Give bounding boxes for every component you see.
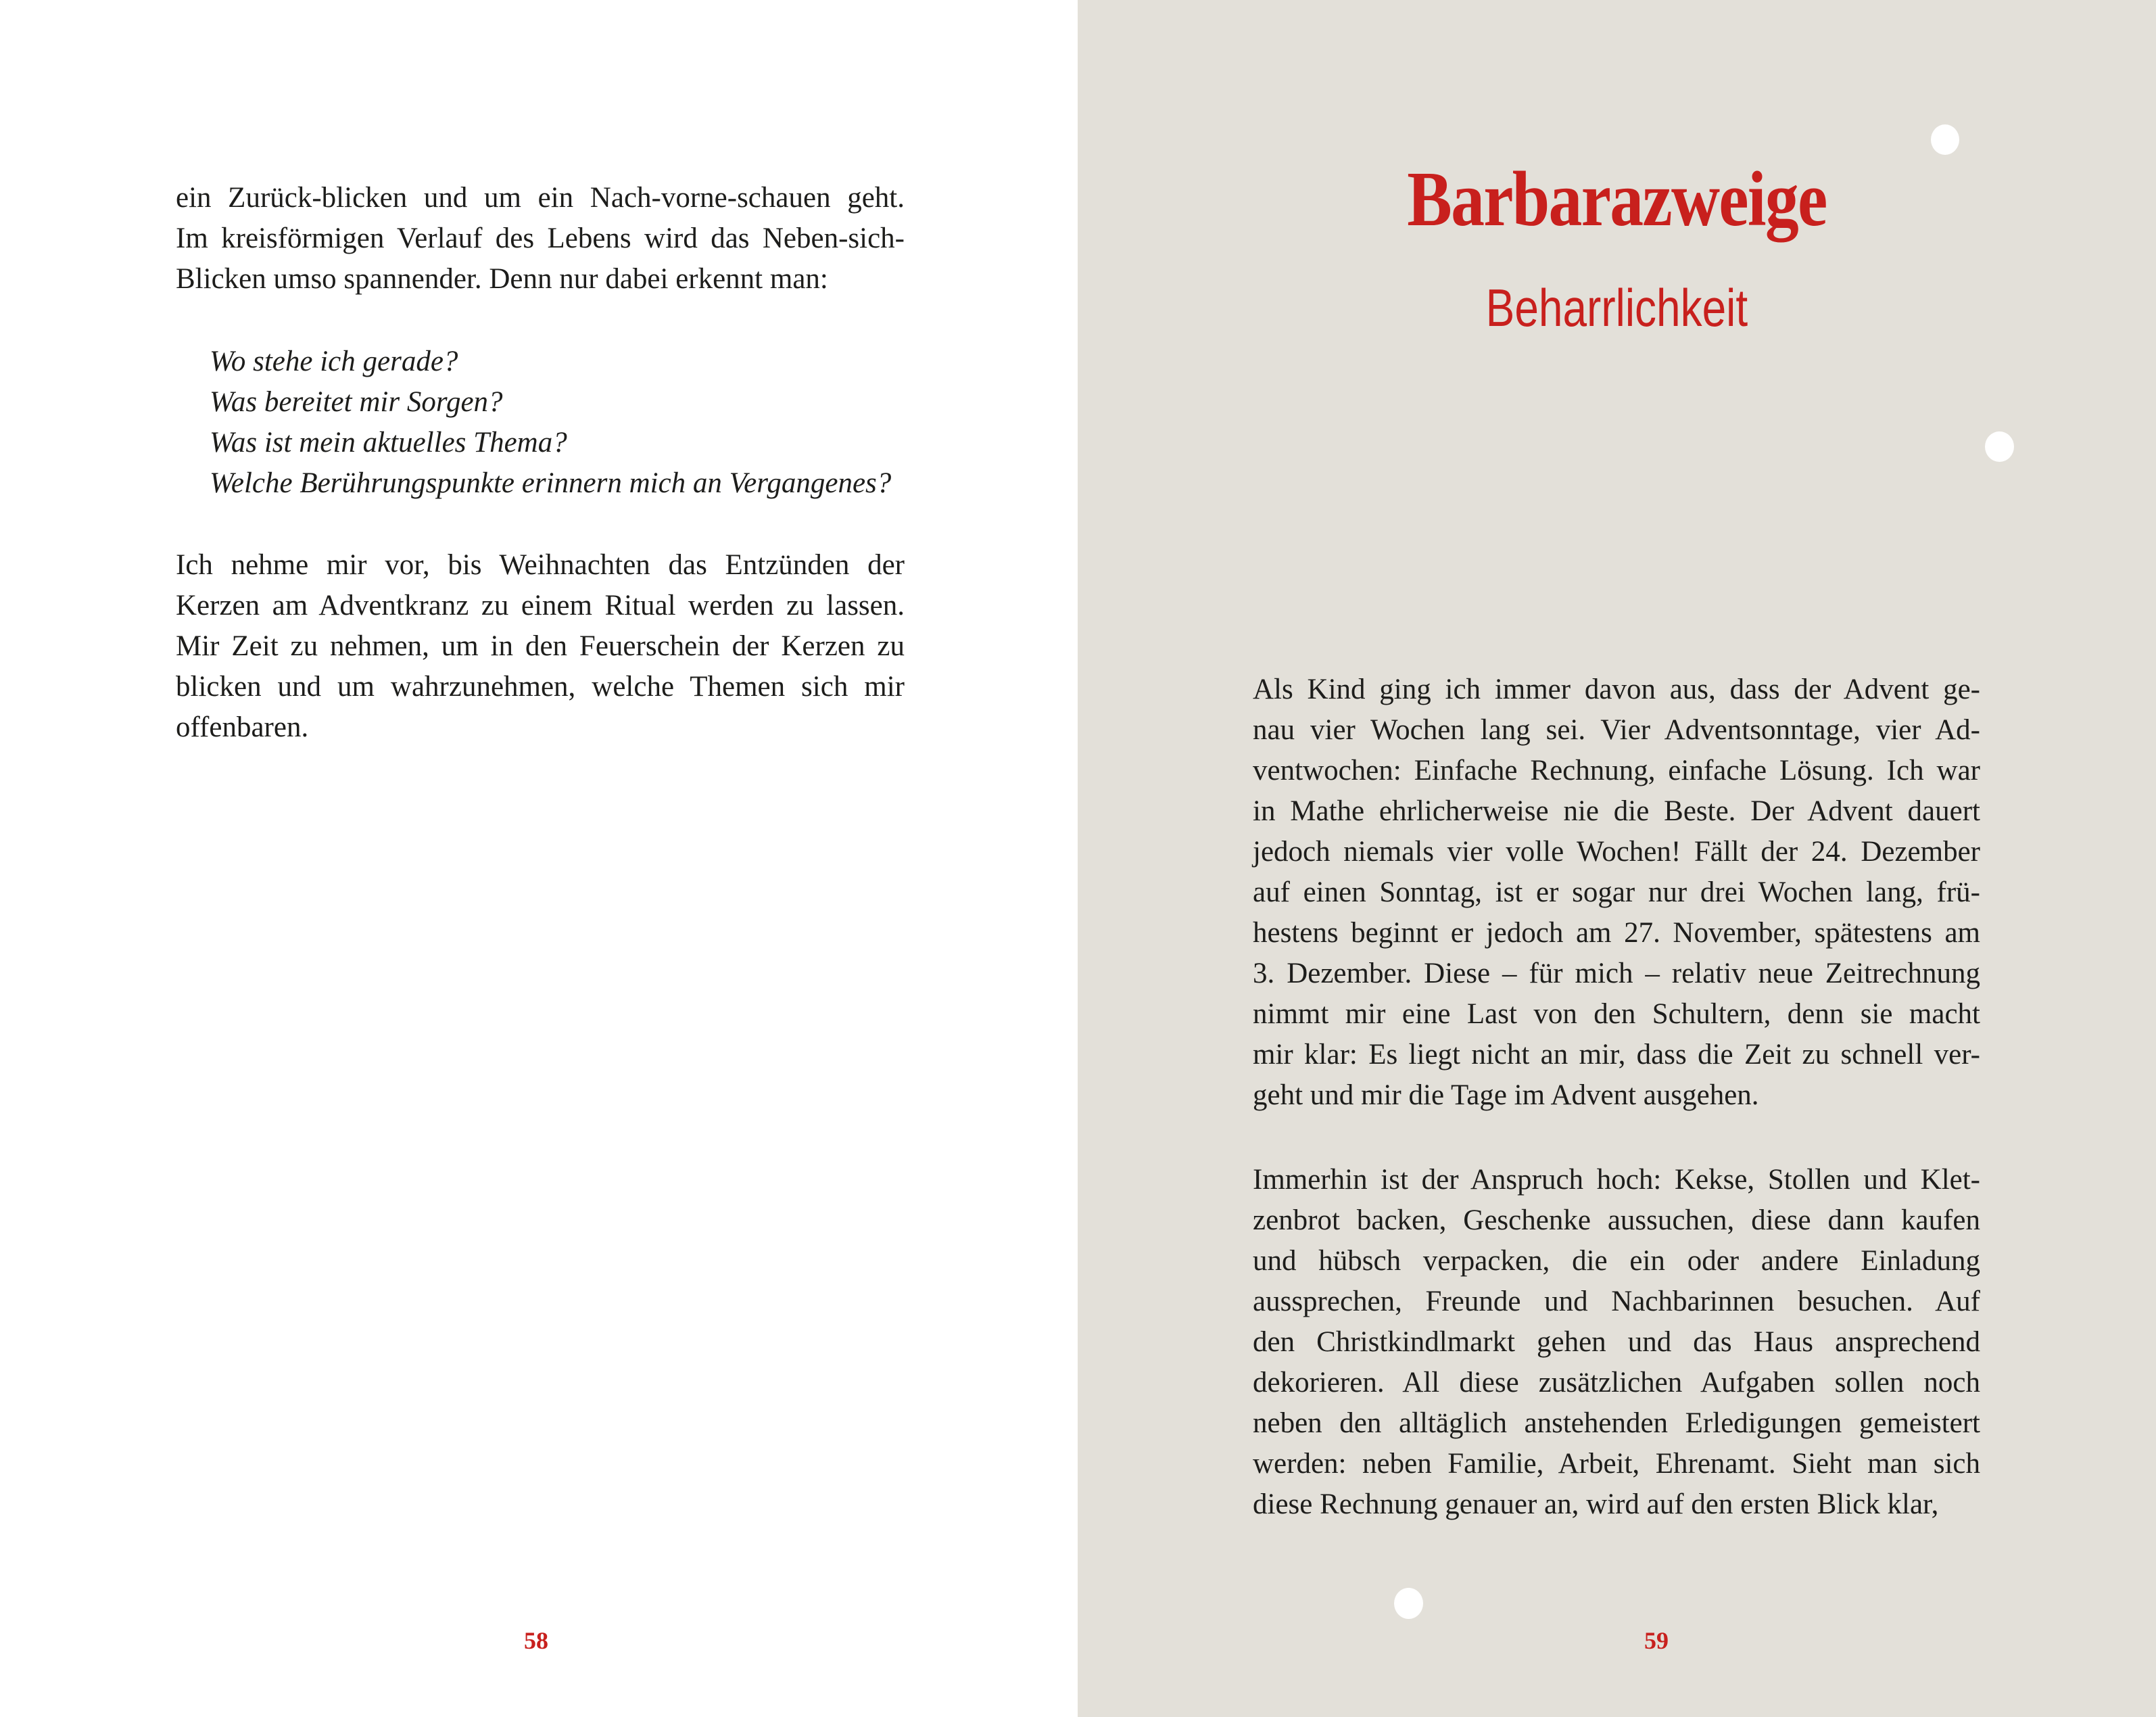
question-item: Was bereitet mir Sorgen? — [210, 386, 503, 418]
text-line: Ich nehme mir vor, bis Weihnachten das Entzünden der — [176, 549, 905, 581]
page-number-right: 59 — [1644, 1627, 1669, 1654]
text-line: offenbaren. — [176, 711, 309, 743]
text-line: den Christkindlmarkt gehen und das Haus ansprechend — [1253, 1326, 1980, 1358]
text-line: 3. Dezember. Diese – für mich – relativ neue Zeitrechnung — [1253, 958, 1980, 989]
text-line: blicken und um wahrzunehmen, welche Themen sich mir — [176, 671, 905, 703]
chapter-subtitle: Beharrlichkeit — [1485, 278, 1748, 337]
text-line: neben den alltäglich anstehenden Erledigungen gemeistert — [1253, 1407, 1980, 1439]
text-line: nau vier Wochen lang sei. Vier Adventsonntage, vier Ad- — [1253, 714, 1980, 746]
text-line: hestens beginnt er jedoch am 27. November, spätestens am — [1253, 917, 1980, 949]
text-line: mir klar: Es liegt nicht an mir, dass die Zeit zu schnell ver- — [1253, 1039, 1980, 1071]
right-page — [1078, 0, 2156, 1717]
text-line: Blicken umso spannender. Denn nur dabei erkennt man: — [176, 263, 828, 295]
text-line: dekorieren. All diese zusätzlichen Aufgaben sollen noch — [1253, 1367, 1980, 1398]
page-number-left: 58 — [524, 1627, 548, 1654]
snow-dot-icon — [1985, 431, 2014, 462]
text-line: Immerhin ist der Anspruch hoch: Kekse, Stollen und Klet- — [1253, 1164, 1980, 1196]
text-line: ventwochen: Einfache Rechnung, einfache Lösung. Ich war — [1253, 755, 1980, 786]
text-line: Mir Zeit zu nehmen, um in den Feuerschein der Kerzen zu — [176, 630, 905, 662]
question-item: Welche Berührungspunkte erinnern mich an Vergangenes? — [210, 467, 892, 499]
snow-dot-icon — [1394, 1588, 1423, 1619]
right-paragraph-1 — [1253, 669, 1980, 1116]
left-paragraph-2 — [176, 545, 905, 748]
text-line: nimmt mir eine Last von den Schultern, denn sie macht — [1253, 998, 1980, 1030]
text-line: Kerzen am Adventkranz zu einem Ritual werden zu lassen. — [176, 590, 905, 621]
question-item: Was ist mein aktuelles Thema? — [210, 427, 567, 458]
question-list — [210, 342, 906, 504]
text-line: zenbrot backen, Geschenke aussuchen, diese dann kaufen — [1253, 1204, 1980, 1236]
text-line: auf einen Sonntag, ist er sogar nur drei Wochen lang, frü- — [1253, 876, 1980, 908]
snow-dot-icon — [1931, 124, 1959, 155]
text-line: Im kreisförmigen Verlauf des Lebens wird das Neben-sich- — [176, 222, 905, 254]
left-paragraph-1 — [176, 178, 905, 300]
right-paragraph-2 — [1253, 1160, 1980, 1525]
text-line: in Mathe ehrlicherweise nie die Beste. Der Advent dauert — [1253, 795, 1980, 827]
text-line: werden: neben Familie, Arbeit, Ehrenamt. Sieht man sich — [1253, 1448, 1980, 1480]
text-line: Als Kind ging ich immer davon aus, dass der Advent ge- — [1253, 674, 1980, 705]
text-line: jedoch niemals vier volle Wochen! Fällt der 24. Dezember — [1253, 836, 1980, 868]
text-line: diese Rechnung genauer an, wird auf den ersten Blick klar, — [1253, 1488, 1939, 1520]
question-item: Wo stehe ich gerade? — [210, 346, 458, 377]
text-line: aussprechen, Freunde und Nachbarinnen besuchen. Auf — [1253, 1286, 1980, 1317]
text-line: und hübsch verpacken, die ein oder andere Einladung — [1253, 1245, 1980, 1277]
chapter-title: Barbarazweige — [1407, 156, 1827, 243]
text-line: geht und mir die Tage im Advent ausgehen. — [1253, 1079, 1759, 1111]
text-line: ein Zurück-blicken und um ein Nach-vorne-schauen geht. — [176, 182, 905, 214]
